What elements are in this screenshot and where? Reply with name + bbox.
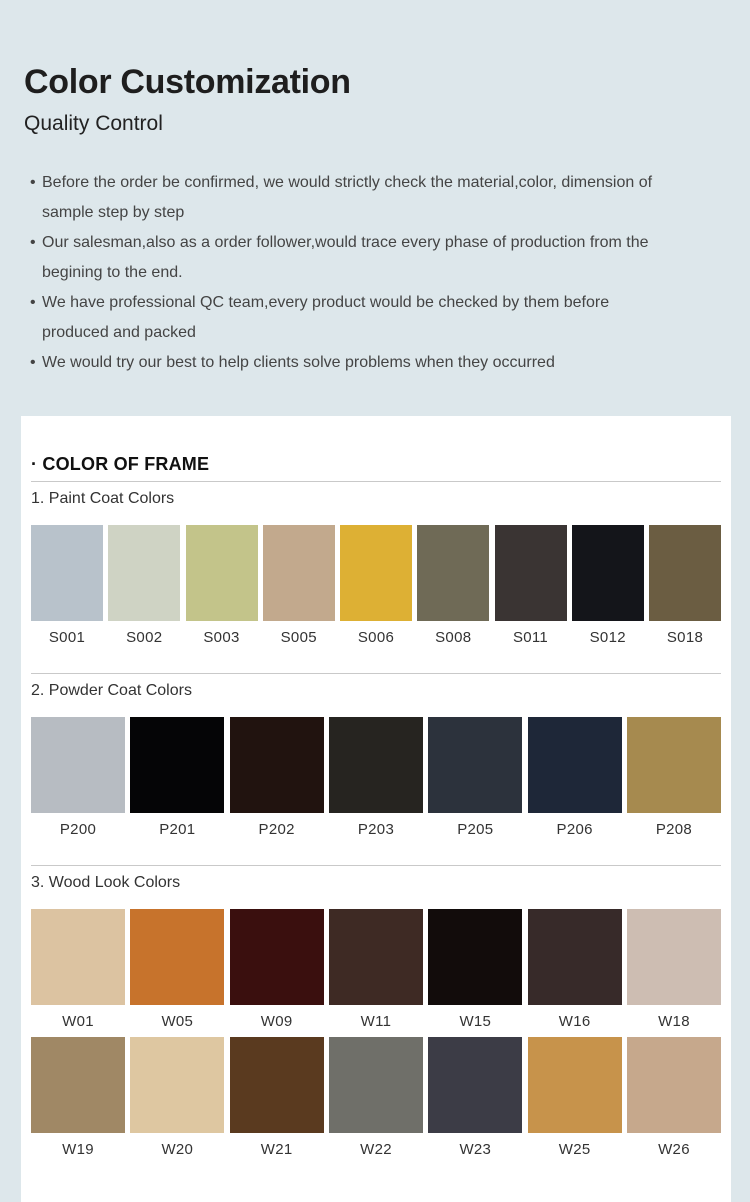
paint-coat-swatches <box>31 525 721 647</box>
color-swatch <box>428 1037 522 1159</box>
wood-look-title: 3. Wood Look Colors <box>31 874 181 891</box>
swatch-code: S018 <box>666 629 704 646</box>
bullet-dot-icon: • <box>30 174 36 191</box>
swatch-chip <box>428 1037 522 1133</box>
color-swatch <box>528 1037 622 1159</box>
bullet-text: We would try our best to help clients solve problems when they occurred <box>42 354 555 371</box>
swatch-chip <box>649 525 721 621</box>
color-swatch <box>329 909 423 1031</box>
swatch-chip <box>627 717 721 813</box>
powder-coat-swatches <box>31 717 721 839</box>
color-swatch <box>649 525 721 647</box>
color-swatch <box>31 909 125 1031</box>
color-swatch <box>263 525 335 647</box>
color-swatch <box>627 717 721 839</box>
bullet-dot-icon: • <box>30 234 36 251</box>
swatch-code: W01 <box>62 1013 94 1030</box>
bullet-dot-icon: • <box>30 354 36 371</box>
color-swatch <box>572 525 644 647</box>
color-swatch <box>130 717 224 839</box>
swatch-code: P203 <box>357 821 395 838</box>
color-swatch <box>230 909 324 1031</box>
divider <box>31 673 721 674</box>
swatch-chip <box>31 1037 125 1133</box>
swatch-chip <box>186 525 258 621</box>
swatch-code: S005 <box>280 629 317 646</box>
wood-look-swatches-row-1 <box>31 909 721 1031</box>
page-title: Color Customization <box>24 63 351 101</box>
color-swatch <box>130 909 224 1031</box>
swatch-code: S006 <box>357 629 395 646</box>
swatch-chip <box>329 717 423 813</box>
swatch-chip <box>428 909 522 1005</box>
swatch-code: W23 <box>459 1141 492 1158</box>
wood-look-swatches-row-2 <box>31 1037 721 1159</box>
swatch-chip <box>572 525 644 621</box>
quality-bullet-list <box>30 168 680 378</box>
paint-coat-title: 1. Paint Coat Colors <box>31 490 175 507</box>
swatch-chip <box>130 909 224 1005</box>
divider <box>31 865 721 866</box>
frame-color-panel <box>21 416 731 1202</box>
color-swatch <box>329 1037 423 1159</box>
color-swatch <box>428 909 522 1031</box>
color-swatch <box>130 1037 224 1159</box>
swatch-code: S008 <box>435 629 472 646</box>
swatch-code: P205 <box>457 821 494 838</box>
frame-heading: · COLOR OF FRAME <box>31 454 210 474</box>
color-swatch <box>31 717 125 839</box>
bullet-item <box>30 288 680 348</box>
swatch-chip <box>329 909 423 1005</box>
swatch-code: S011 <box>512 629 549 646</box>
swatch-chip <box>340 525 412 621</box>
swatch-chip <box>428 717 522 813</box>
swatch-chip <box>130 1037 224 1133</box>
swatch-code: W22 <box>360 1141 392 1158</box>
bullet-text: Before the order be confirmed, we would strictly check the material,color, dimension of sample step by step <box>42 174 653 221</box>
color-swatch <box>31 525 103 647</box>
header <box>24 60 724 138</box>
swatch-chip <box>495 525 567 621</box>
swatch-code: W26 <box>658 1141 690 1158</box>
color-swatch <box>108 525 180 647</box>
swatch-code: P200 <box>59 821 97 838</box>
swatch-chip <box>31 525 103 621</box>
swatch-chip <box>230 909 324 1005</box>
color-swatch <box>31 1037 125 1159</box>
bullet-text: We have professional QC team,every product would be checked by them before produced and packed <box>42 294 610 341</box>
swatch-chip <box>230 717 324 813</box>
swatch-code: W19 <box>62 1141 94 1158</box>
swatch-code: W20 <box>161 1141 194 1158</box>
swatch-chip <box>528 717 622 813</box>
swatch-code: P206 <box>556 821 593 838</box>
color-swatch <box>528 717 622 839</box>
divider <box>31 481 721 482</box>
color-swatch <box>230 717 324 839</box>
swatch-chip <box>31 717 125 813</box>
bullet-item <box>30 168 680 228</box>
swatch-code: W16 <box>558 1013 591 1030</box>
color-swatch <box>417 525 489 647</box>
swatch-chip <box>108 525 180 621</box>
swatch-chip <box>31 909 125 1005</box>
swatch-chip <box>528 1037 622 1133</box>
bullet-item <box>30 348 680 378</box>
swatch-code: P202 <box>258 821 295 838</box>
swatch-code: S003 <box>203 629 240 646</box>
swatch-code: S002 <box>126 629 163 646</box>
color-swatch <box>428 717 522 839</box>
page-subtitle: Quality Control <box>24 112 163 135</box>
color-swatch <box>186 525 258 647</box>
color-swatch <box>627 1037 721 1159</box>
swatch-chip <box>263 525 335 621</box>
color-swatch <box>627 909 721 1031</box>
swatch-code: P201 <box>159 821 196 838</box>
swatch-code: W11 <box>360 1013 392 1030</box>
swatch-code: W09 <box>260 1013 293 1030</box>
bullet-dot-icon: • <box>30 294 36 311</box>
swatch-code: W21 <box>260 1141 293 1158</box>
swatch-code: S012 <box>589 629 626 646</box>
bullet-text: Our salesman,also as a order follower,would trace every phase of production from the begining to the end. <box>42 234 649 281</box>
swatch-chip <box>417 525 489 621</box>
swatch-code: P208 <box>655 821 693 838</box>
color-swatch <box>528 909 622 1031</box>
color-swatch <box>495 525 567 647</box>
swatch-chip <box>528 909 622 1005</box>
swatch-code: W18 <box>658 1013 690 1030</box>
bullet-item <box>30 228 680 288</box>
swatch-code: W05 <box>161 1013 194 1030</box>
swatch-chip <box>130 717 224 813</box>
swatch-code: W15 <box>459 1013 492 1030</box>
color-swatch <box>329 717 423 839</box>
swatch-chip <box>230 1037 324 1133</box>
swatch-code: W25 <box>558 1141 591 1158</box>
swatch-chip <box>627 1037 721 1133</box>
powder-coat-title: 2. Powder Coat Colors <box>31 682 192 699</box>
swatch-code: S001 <box>48 629 86 646</box>
color-swatch <box>340 525 412 647</box>
swatch-chip <box>329 1037 423 1133</box>
swatch-chip <box>627 909 721 1005</box>
color-swatch <box>230 1037 324 1159</box>
